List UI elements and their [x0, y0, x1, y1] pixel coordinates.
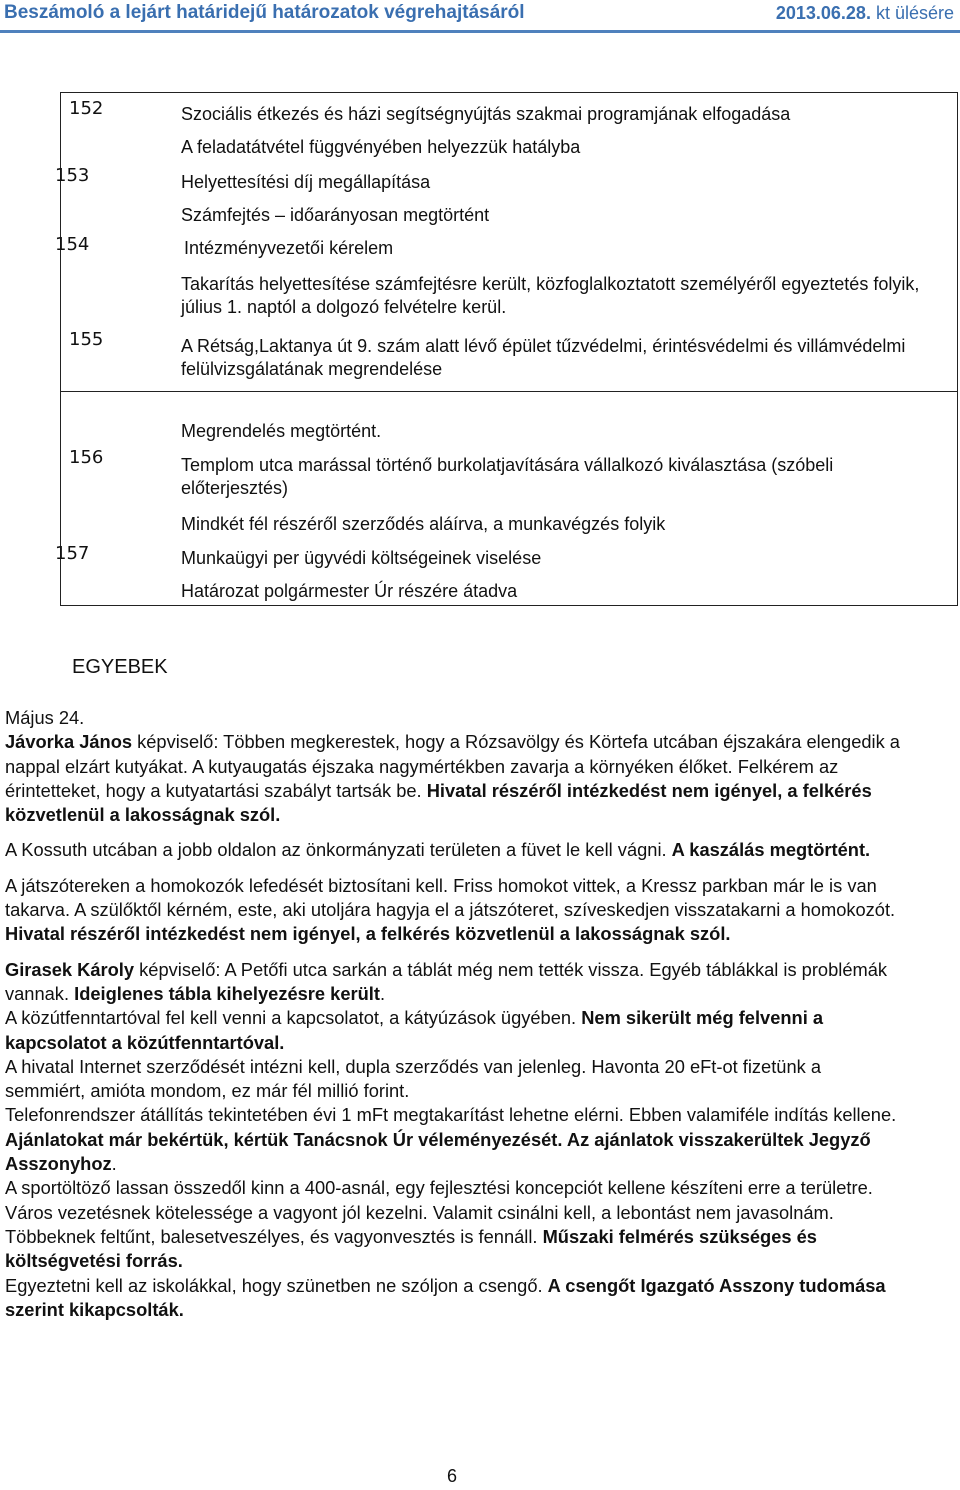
note-paragraph: Jávorka János képviselő: Többen megkerestek, hogy a Rózsavölgy és Körtefa utcában éjszakára elengedik a nappal elzárt kutyákat. A kutyaugatás éjszaka nagymértékben zavarja a környéken élőket. Felkérem az érintetteket, hogy a kutyatartási szabályt tartsák be. Hivatal részéről intézkedést nem igényel, a felkérés közvetlenül a lakosságnak szól. [5, 731, 900, 826]
resolution-status: Határozat polgármester Úr részére átadva [181, 581, 518, 601]
note-paragraph: Telefonrendszer átállítás tekintetében évi 1 mFt megtakarítást lehetne elérni. Ebben valamiféle indítás kellene. Ajánlatokat már bekértük, kértük Tanácsnok Úr véleményezését. Az ajánlatok visszakerültek Jegyző Asszonyhoz. [5, 1104, 897, 1175]
resolution-status: A feladatátvétel függvényében helyezzük hatályba [181, 137, 581, 157]
note-date: Május 24. [5, 707, 85, 728]
response: A kaszálás megtörtént. [671, 839, 871, 861]
note-paragraph: A játszótereken a homokozók lefedését biztosítani kell. Friss homokot vittek, a Kressz parkban már le is van takarva. A szülőktől kérném, este, aki utoljára hagyja el a játszóteret, szíveskedjen visszatakarni a homokozót. Hivatal részéről intézkedést nem igényel, a felkérés közvetlenül a lakosságnak szól. [5, 874, 896, 945]
speaker-name: Jávorka János [5, 731, 133, 753]
header-date [776, 3, 954, 24]
resolution-title: A Rétság,Laktanya út 9. szám alatt lévő épület tűzvédelmi, érintésvédelmi és villámvédelmi felülvizsgálatának megrendelése [181, 336, 906, 379]
resolution-number: 154 [55, 234, 90, 255]
resolution-status: Számfejtés – időarányosan megtörtént [181, 205, 490, 225]
note-paragraph: A Kossuth utcában a jobb oldalon az önkormányzati területen a füvet le kell vágni. A kaszálás megtörtént. [5, 839, 871, 861]
note-paragraph: Girasek Károly képviselő: A Petőfi utca sarkán a táblát még nem tették vissza. Egyéb táblákkal is problémák vannak. Ideiglenes tábla kihelyezésre került. [5, 958, 888, 1004]
meeting-date: 2013.06.28. [775, 3, 871, 23]
row-divider [61, 391, 957, 392]
resolution-number: 157 [55, 543, 90, 564]
resolution-title: Intézményvezetői kérelem [184, 238, 394, 258]
response: Hivatal részéről intézkedést nem igényel, a felkérés közvetlenül a lakosságnak szól. [5, 779, 872, 826]
resolution-number: 152 [69, 98, 104, 119]
page-number: 6 [447, 1466, 458, 1486]
resolution-status: Megrendelés megtörtént. [181, 421, 382, 441]
resolution-number: 155 [69, 329, 104, 350]
response: Hivatal részéről intézkedést nem igényel, a felkérés közvetlenül a lakosságnak szól. [5, 923, 731, 945]
response: Műszaki felmérés szükséges és költségvetési forrás. [5, 1225, 817, 1272]
resolution-status: Takarítás helyettesítése számfejtésre került, közfoglalkoztatott személyéről egyeztetés folyik, július 1. naptól a dolgozó felvételre kerül. [181, 274, 920, 317]
resolution-status: Mindkét fél részéről szerződés aláírva, a munkavégzés folyik [181, 514, 666, 534]
note-paragraph: Egyeztetni kell az iskolákkal, hogy szünetben ne szóljon a csengő. A csengőt Igazgató Asszony tudomása szerint kikapcsolták. [5, 1274, 886, 1320]
meeting-label: kt ülésére [870, 3, 954, 23]
resolution-title: Helyettesítési díj megállapítása [181, 172, 431, 192]
resolution-title: Templom utca marással történő burkolatjavítására vállalkozó kiválasztása (szóbeli előterjesztés) [181, 455, 834, 498]
header-title: Beszámoló a lejárt határidejű határozatok végrehajtásáról [4, 2, 525, 23]
resolutions-table [55, 92, 958, 606]
section-title: EGYEBEK [72, 656, 168, 678]
note-paragraph: A sportöltöző lassan összedől kinn a 400-asnál, egy fejlesztési koncepciót kellene készíteni erre a területre. Város vezetésnek kötelessége a vagyont jól kezelni. Valamit csinálni kell, a lebontást nem javasolnám. Többeknek feltűnt, balesetveszélyes, és vagyonvesztés is fennáll. Műszaki felmérés szükséges és költségvetési forrás. [5, 1177, 873, 1272]
response: A csengőt Igazgató Asszony tudomása szerint kikapcsolták. [5, 1274, 886, 1320]
note-paragraph: A hivatal Internet szerződését intézni kell, dupla szerződés van jelenleg. Havonta 20 eFt-ot fizetünk a semmiért, amióta mondom, ez már fél millió forint. [5, 1055, 822, 1102]
resolution-title: Munkaügyi per ügyvédi költségeinek viselése [181, 548, 542, 568]
resolution-number: 156 [69, 447, 104, 468]
header-rule [0, 30, 960, 33]
notes-body [5, 706, 905, 1322]
resolution-number: 153 [55, 165, 90, 186]
response: Ideiglenes tábla kihelyezésre került [74, 982, 380, 1004]
response: Ajánlatokat már bekértük, kértük Tanácsnok Úr véleményezését. Az ajánlatok visszakerültek Jegyző Asszonyhoz [5, 1128, 871, 1175]
page-header [0, 0, 960, 34]
resolution-title: Szociális étkezés és házi segítségnyújtás szakmai programjának elfogadása [181, 104, 791, 124]
speaker-name: Girasek Károly [5, 958, 135, 980]
response: Nem sikerült még felvenni a kapcsolatot a közútfenntartóval. [5, 1007, 824, 1053]
note-paragraph: A közútfenntartóval fel kell venni a kapcsolatot, a kátyúzások ügyében. Nem sikerült még felvenni a kapcsolatot a közútfenntartóval. [5, 1007, 824, 1053]
